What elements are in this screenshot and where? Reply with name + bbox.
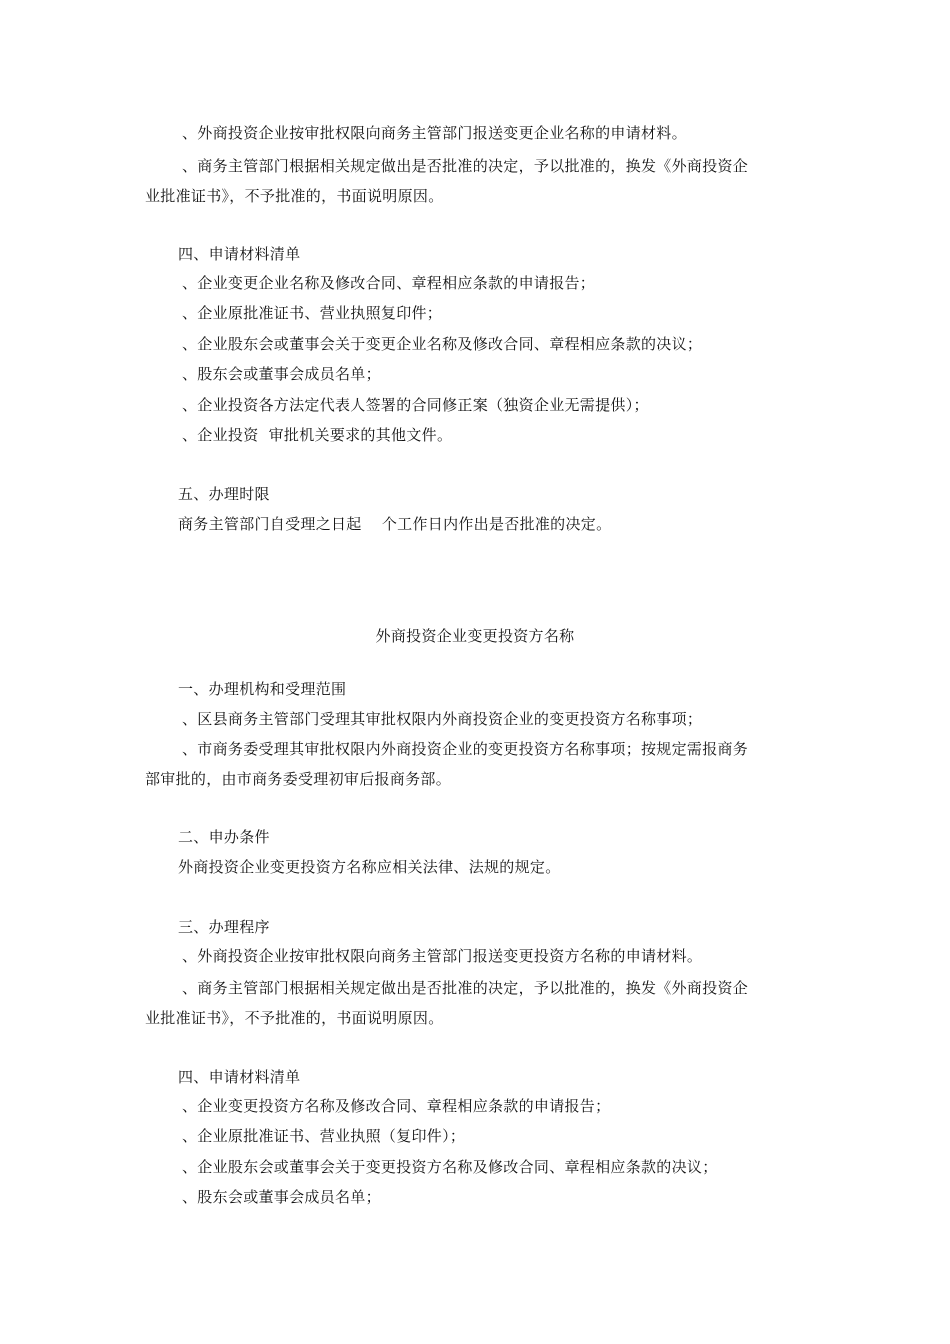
material-item-2: 、企业原批准证书、营业执照复印件； xyxy=(182,304,443,322)
material-item-5: 、企业投资各方法定代表人签署的合同修正案（独资企业无需提供）； xyxy=(182,396,649,414)
procedure-item-2-cont: 业批准证书》，不予批准的，书面说明原因。 xyxy=(145,187,444,205)
material-item-6: 、企业投资 审批机关要求的其他文件。 xyxy=(182,426,453,444)
section-title: 外商投资企业变更投资方名称 xyxy=(375,627,575,645)
org-item-2-cont: 部审批的，由市商务委受理初审后报商务部。 xyxy=(145,770,452,788)
procedure-item-1: 、外商投资企业按审批权限向商务主管部门报送变更企业名称的申请材料。 xyxy=(182,124,687,142)
org-heading: 一、办理机构和受理范围 xyxy=(178,680,347,698)
time-limit-heading: 五、办理时限 xyxy=(178,485,270,503)
procedure2-item-1: 、外商投资企业按审批权限向商务主管部门报送变更投资方名称的申请材料。 xyxy=(182,947,703,965)
conditions-heading: 二、申办条件 xyxy=(178,828,270,846)
material-item-4: 、股东会或董事会成员名单； xyxy=(182,365,381,383)
material-item-3: 、企业股东会或董事会关于变更企业名称及修改合同、章程相应条款的决议； xyxy=(182,335,703,353)
materials-heading: 四、申请材料清单 xyxy=(178,245,301,263)
procedure2-item-2-cont: 业批准证书》，不予批准的，书面说明原因。 xyxy=(145,1009,444,1027)
org-item-2: 、市商务委受理其审批权限内外商投资企业的变更投资方名称事项；按规定需报商务 xyxy=(182,740,749,758)
conditions-text: 外商投资企业变更投资方名称应相关法律、法规的规定。 xyxy=(178,858,561,876)
material2-item-2: 、企业原批准证书、营业执照（复印件）； xyxy=(182,1127,466,1145)
material2-item-3: 、企业股东会或董事会关于变更投资方名称及修改合同、章程相应条款的决议； xyxy=(182,1158,718,1176)
org-item-1: 、区县商务主管部门受理其审批权限内外商投资企业的变更投资方名称事项； xyxy=(182,710,703,728)
procedure-heading: 三、办理程序 xyxy=(178,918,270,936)
procedure2-item-2: 、商务主管部门根据相关规定做出是否批准的决定，予以批准的，换发《外商投资企 xyxy=(182,979,749,997)
materials2-heading: 四、申请材料清单 xyxy=(178,1068,301,1086)
material2-item-1: 、企业变更投资方名称及修改合同、章程相应条款的申请报告； xyxy=(182,1097,611,1115)
material-item-1: 、企业变更企业名称及修改合同、章程相应条款的申请报告； xyxy=(182,274,596,292)
material2-item-4: 、股东会或董事会成员名单； xyxy=(182,1188,381,1206)
procedure-item-2: 、商务主管部门根据相关规定做出是否批准的决定，予以批准的，换发《外商投资企 xyxy=(182,157,749,175)
time-limit-text: 商务主管部门自受理之日起 个工作日内作出是否批准的决定。 xyxy=(178,515,612,533)
